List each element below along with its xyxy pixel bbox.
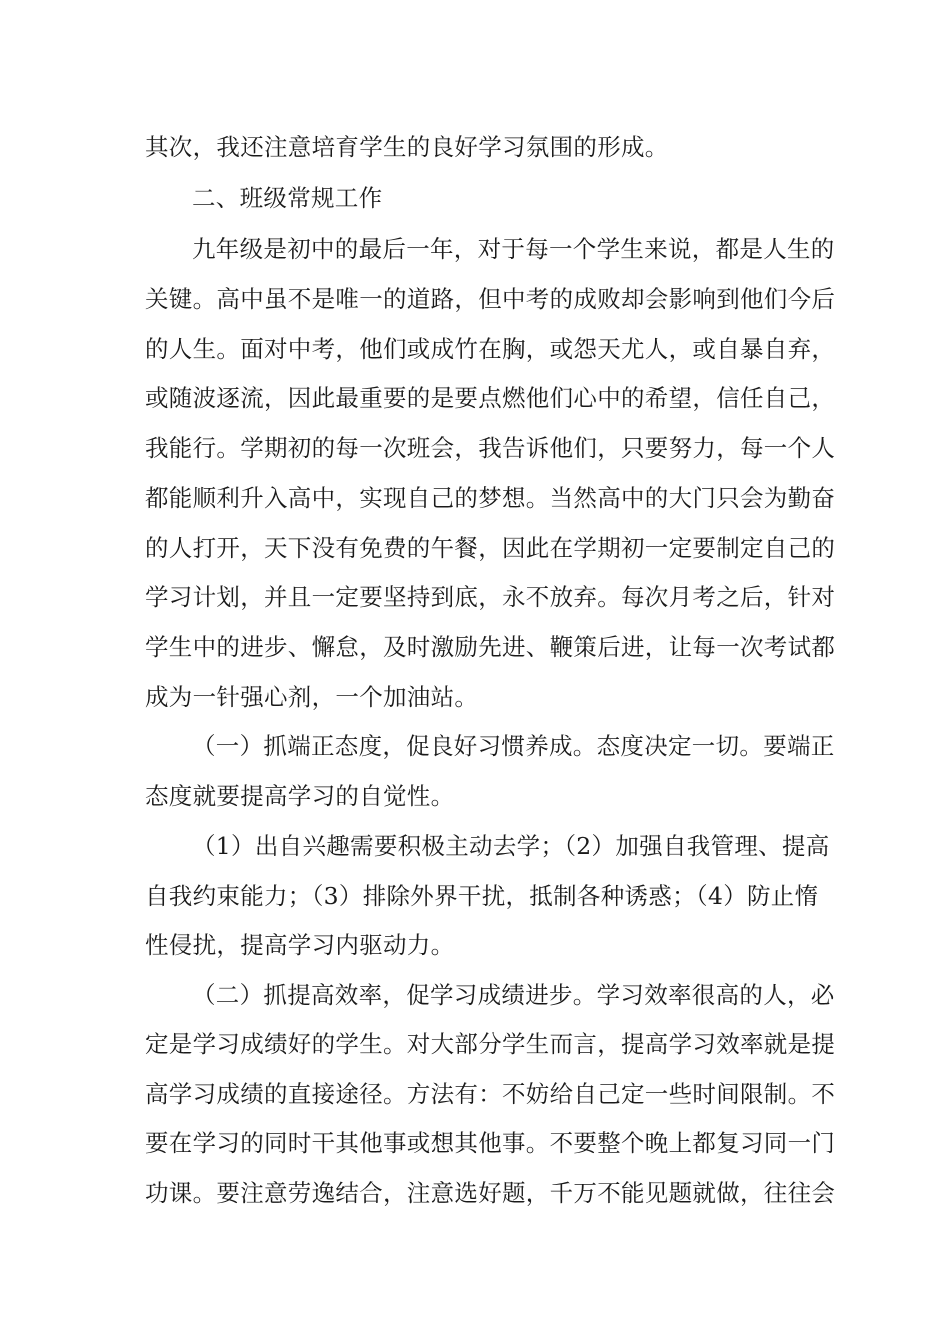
text-line: 态度就要提高学习的自觉性。 (145, 782, 455, 810)
text-line: 自我约束能力；（3）排除外界干扰，抵制各种诱惑；（4）防止惰 (145, 882, 819, 910)
text-line: 我能行。学期初的每一次班会，我告诉他们，只要努力，每一个人 (145, 434, 836, 462)
text-line: （二）抓提高效率，促学习成绩进步。学习效率很高的人，必 (192, 981, 835, 1009)
text-line: 要在学习的同时干其他事或想其他事。不要整个晚上都复习同一门 (145, 1129, 836, 1157)
text-line: 都能顺利升入高中，实现自己的梦想。当然高中的大门只会为勤奋 (145, 484, 836, 512)
text-line: 关键。高中虽不是唯一的道路，但中考的成败却会影响到他们今后 (145, 285, 836, 313)
text-line: 或随波逐流，因此最重要的是要点燃他们心中的希望，信任自己， (145, 384, 836, 412)
text-line: 学习计划，并且一定要坚持到底，永不放弃。每次月考之后，针对 (145, 583, 836, 611)
text-line: （1）出自兴趣需要积极主动去学；（2）加强自我管理、提高 (192, 832, 830, 860)
text-line: 的人打开，天下没有免费的午餐，因此在学期初一定要制定自己的 (145, 534, 836, 562)
text-line: 功课。要注意劳逸结合，注意选好题，千万不能见题就做，往往会 (145, 1179, 836, 1207)
text-line: 性侵扰，提高学习内驱动力。 (145, 931, 455, 959)
text-line: 的人生。面对中考，他们或成竹在胸，或怨天尤人，或自暴自弃， (145, 335, 836, 363)
text-line: 定是学习成绩好的学生。对大部分学生而言，提高学习效率就是提 (145, 1030, 836, 1058)
text-line: 学生中的进步、懈怠，及时激励先进、鞭策后进，让每一次考试都 (145, 633, 836, 661)
text-line: 成为一针强心剂，一个加油站。 (145, 683, 479, 711)
text-line: 其次，我还注意培育学生的良好学习氛围的形成。 (145, 133, 669, 161)
text-line: 九年级是初中的最后一年，对于每一个学生来说，都是人生的 (192, 235, 835, 263)
text-line: 高学习成绩的直接途径。方法有：不妨给自己定一些时间限制。不 (145, 1080, 836, 1108)
text-line: （一）抓端正态度，促良好习惯养成。态度决定一切。要端正 (192, 732, 835, 760)
section-heading: 二、班级常规工作 (192, 184, 383, 212)
